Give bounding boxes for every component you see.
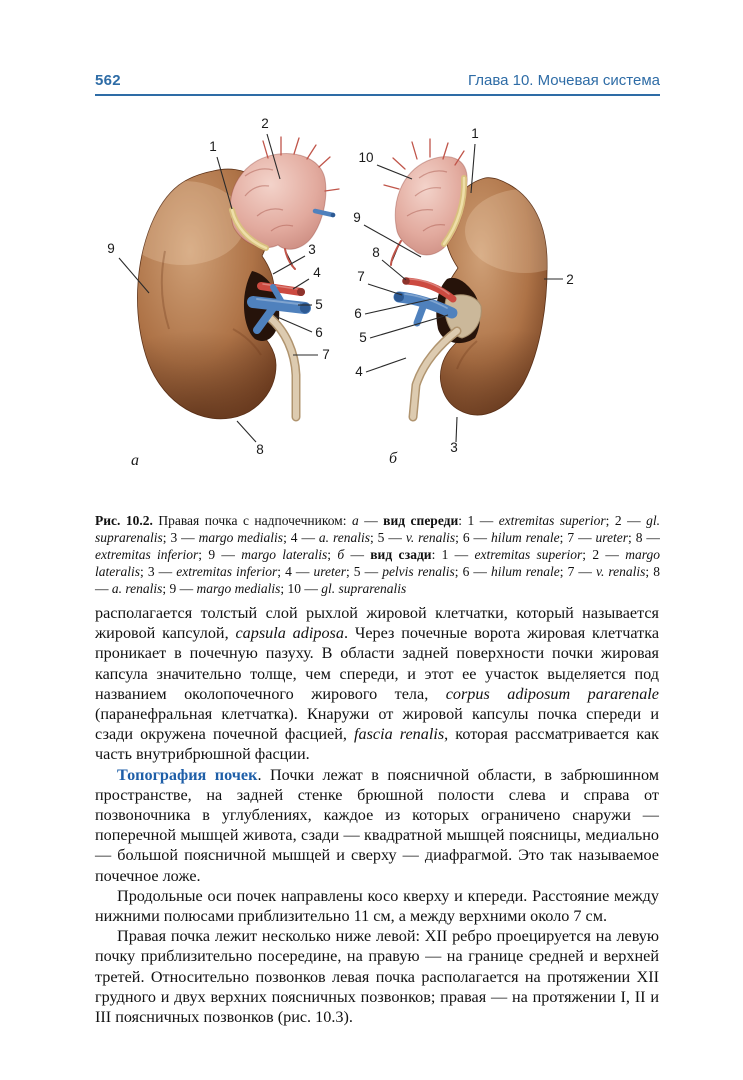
fig-a-label-6: 6 bbox=[315, 325, 323, 340]
fig-a-letter: а bbox=[131, 452, 139, 469]
fig-b-leader-8 bbox=[382, 260, 406, 280]
fig-b-label-4: 4 bbox=[355, 364, 363, 379]
fig-b-label-7: 7 bbox=[357, 269, 365, 284]
paragraph-capsula-adiposa: располагается толстый слой рыхлой жировой клетчатки, который называется жировой капсулой, capsula adiposa. Через почечные ворота жировая клетчатка проникает в почечную пазуху. В области задней поверхности почки жировая капсула значительно толще, чем спереди, и этот ее участок выделяется под названием околопочечного жирового тела, corpus adiposum pararenale (паранефральная клетчатка). Кнаружи от жировой капсулы почка спереди и сзади окружена почечной фасцией, fascia renalis, которая рассматривается как часть внутрибрюшной фасции. bbox=[95, 604, 660, 764]
figure-caption: Рис. 10.2. Правая почка с надпочечником: а — вид спереди: 1 — extremitas superior; 2 — gl. suprarenalis; 3 — margo medialis; 4 — a. renalis; 5 — v. renalis; 6 — hilum renale; 7 — ureter; 8 — extremitas inferior; 9 — margo lateralis; б — вид сзади: 1 — extremitas superior; 2 — margo lateralis; 3 — extremitas inferior; 4 — ureter; 5 — pelvis renalis; 6 — hilum renale; 7 — v. renalis; 8 — a. renalis; 9 — margo medialis; 10 — gl. suprarenalis bbox=[95, 512, 660, 596]
fig-b-label-5: 5 bbox=[359, 330, 367, 345]
kidney-illustration bbox=[85, 101, 665, 493]
fig-b-label-6: 6 bbox=[354, 306, 362, 321]
fig-b-label-1: 1 bbox=[471, 126, 479, 141]
fig-b-label-3: 3 bbox=[450, 440, 458, 455]
page-header bbox=[95, 72, 660, 96]
figure-10-2 bbox=[85, 101, 665, 493]
fig-b-label-9: 9 bbox=[353, 210, 361, 225]
fig-b-leader-5 bbox=[370, 315, 448, 338]
fig-a-leader-4 bbox=[293, 279, 309, 289]
fig-b-leader-7 bbox=[368, 284, 402, 295]
kidney-back-view bbox=[353, 126, 628, 483]
paragraph-position: Правая почка лежит несколько ниже левой: XII ребро проецируется на левую почку приблизительно посередине, на правую — на границе средней и верхней третей. Относительно позвонков левая почка располагается на протяжении XII грудного и двух верхних поясничных позвонков; правая — на протяжении I, II и III поясничных позвонков (рис. 10.3). bbox=[95, 927, 659, 1027]
fig-a-label-3: 3 bbox=[308, 242, 316, 257]
paragraph-topografia: Топография почек. Почки лежат в поясничной области, в забрюшинном пространстве, на задней стенке брюшной полости слева и справа от позвоночника в углублениях, каждое из которых ограничено снаружи — поперечной мышцей живота, сзади — квадратной мышцей поясницы, медиально — большой поясничной мышцей и сверху — диафрагмой. Это так называемое почечное ложе. bbox=[95, 765, 659, 885]
fig-b-letter: б bbox=[388, 450, 398, 467]
body-text bbox=[95, 603, 659, 1027]
paragraph-axes: Продольные оси почек направлены косо кверху и кпереди. Расстояние между нижними полюсами приблизительно 11 см, а между верхними около 7 см. bbox=[95, 886, 659, 926]
fig-a-label-8: 8 bbox=[256, 442, 264, 457]
fig-b-label-8: 8 bbox=[372, 245, 380, 260]
fig-b-leader-3 bbox=[456, 417, 457, 442]
chapter-title: Глава 10. Мочевая система bbox=[467, 72, 660, 89]
fig-a-label-9: 9 bbox=[107, 241, 115, 256]
fig-a-label-2: 2 bbox=[261, 116, 269, 131]
fig-b-label-10: 10 bbox=[358, 150, 374, 165]
fig-a-label-5: 5 bbox=[315, 297, 323, 312]
fig-a-label-7: 7 bbox=[322, 347, 330, 362]
fig-a-label-4: 4 bbox=[313, 265, 321, 280]
kidney-front-view bbox=[85, 116, 339, 483]
fig-b-leader-10 bbox=[377, 165, 412, 179]
fig-a-label-1: 1 bbox=[209, 139, 217, 154]
fig-a-leader-8 bbox=[237, 421, 256, 442]
fig-b-label-2: 2 bbox=[566, 272, 574, 287]
page-number: 562 bbox=[95, 72, 121, 89]
fig-b-leader-4 bbox=[366, 358, 406, 372]
